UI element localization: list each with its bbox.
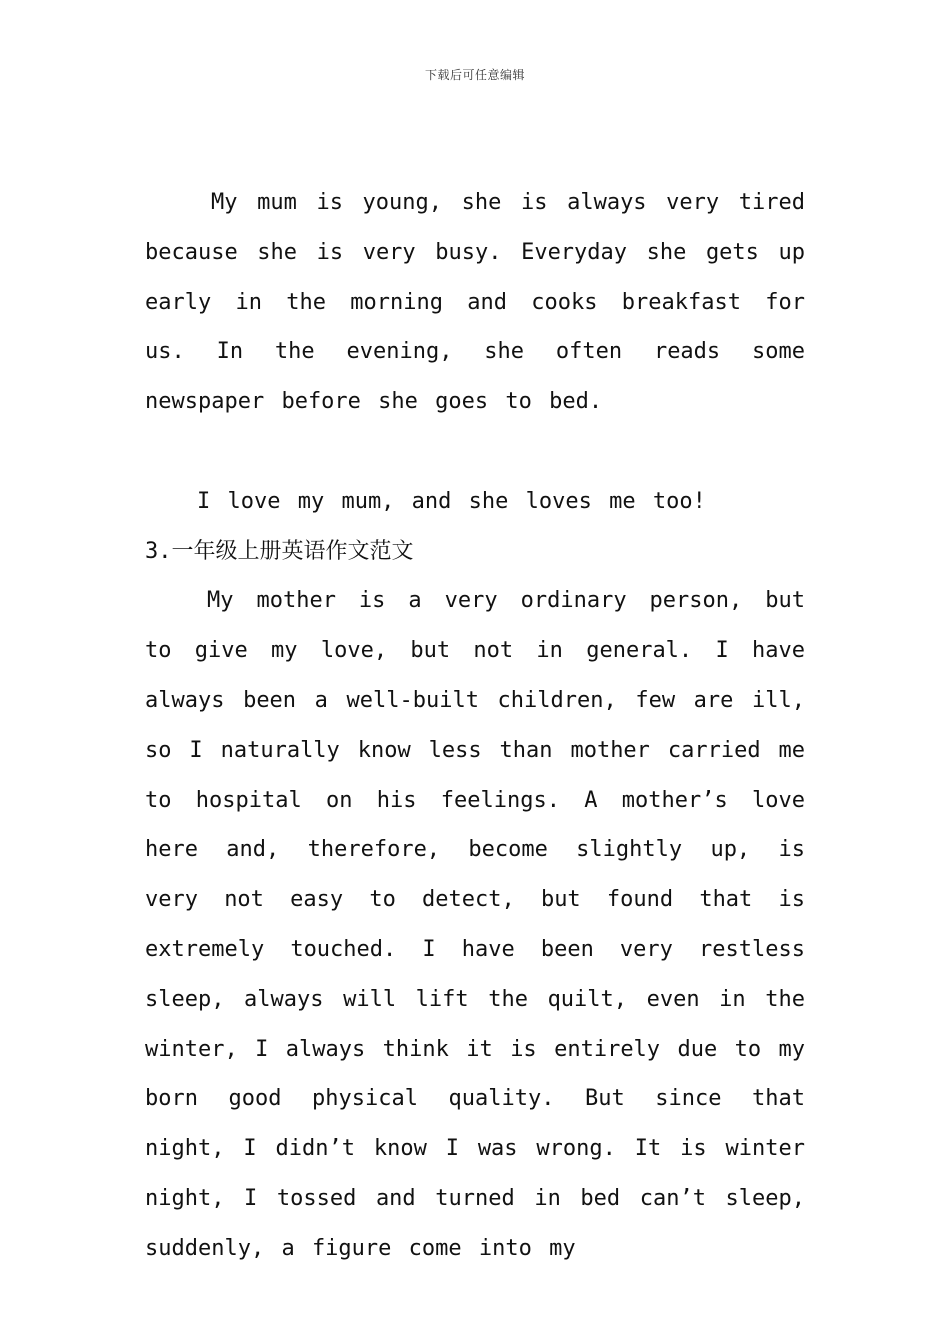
paragraph-mother-essay: My mother is a very ordinary person, but to give my love, but not in general. I have always been a well-built children, few are ill, so I naturally know less than mother carried me to hospital on his feelings. A mother’s love here and, therefore, become slightly up, is very not easy to detect, but found that is extremely touched. I have been very restless sleep, always will lift the quilt, even in the winter, I always think it is entirely due to my born good physical quality. But since that night, I didn’t know I was wrong. It is winter night, I tossed and turned in bed can’t sleep, suddenly, a figure come into my bbox=[145, 588, 805, 1261]
paragraph-love-mum: I love my mum, and she loves me too! bbox=[197, 488, 706, 514]
document-body bbox=[145, 178, 805, 1274]
page-header: 下载后可任意编辑 bbox=[424, 68, 525, 82]
section-heading: 3.一年级上册英语作文范文 bbox=[145, 538, 414, 564]
paragraph-mum-description: My mum is young, she is always very tired because she is very busy. Everyday she gets up early in the morning and cooks breakfast for us. In the evening, she often reads some newspaper before she goes to bed. bbox=[145, 190, 805, 415]
